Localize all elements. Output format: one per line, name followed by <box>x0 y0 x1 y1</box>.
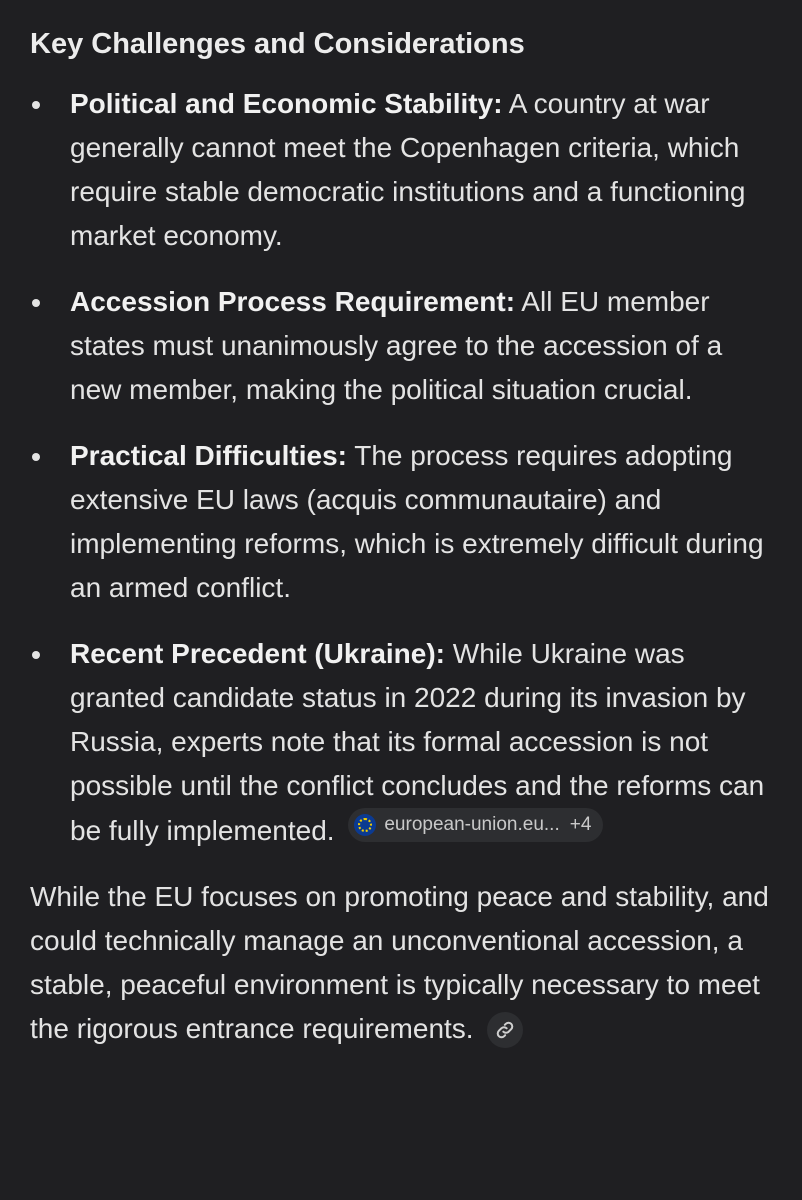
bullet-title: Political and Economic Stability: <box>70 88 503 119</box>
summary-paragraph <box>30 875 770 1051</box>
bullet-title: Accession Process Requirement: <box>70 286 516 317</box>
summary-text: While the EU focuses on promoting peace and stability, and could technically manage an unconventional accession, a stable, peaceful environment is typically necessary to meet the rigorous entrance requirements. <box>30 881 769 1044</box>
section-heading: Key Challenges and Considerations <box>30 28 525 60</box>
source-chip-label: european-union.eu... <box>384 814 560 835</box>
bullet-text: A country at war generally cannot meet the Copenhagen criteria, which require stable democratic institutions and a functioning market economy. <box>70 88 746 251</box>
bullet-text: All EU member states must unanimously agree to the accession of a new member, making the political situation crucial. <box>70 286 723 405</box>
bullet-text: While Ukraine was granted candidate status in 2022 during its invasion by Russia, experts note that its formal accession is not possible until the conflict concludes and the reforms can be fully implemented. <box>70 638 765 846</box>
source-chip-count: +4 <box>569 814 592 835</box>
list-item <box>30 82 770 258</box>
bullet-dot-icon <box>32 651 40 659</box>
list-item <box>30 632 770 853</box>
bullet-dot-icon <box>32 299 40 307</box>
challenges-list <box>30 82 802 853</box>
bullet-dot-icon <box>32 101 40 109</box>
source-chip[interactable] <box>348 808 603 842</box>
link-icon <box>495 1020 515 1040</box>
bullet-title: Practical Difficulties: <box>70 440 347 471</box>
bullet-title: Recent Precedent (Ukraine): <box>70 638 446 669</box>
link-chip-button[interactable] <box>487 1012 523 1048</box>
list-item <box>30 434 770 610</box>
eu-flag-icon <box>354 814 376 836</box>
bullet-text: The process requires adopting extensive EU laws (acquis communautaire) and implementing reforms, which is extremely difficult during an armed conflict. <box>70 440 764 603</box>
bullet-dot-icon <box>32 453 40 461</box>
list-item <box>30 280 770 412</box>
